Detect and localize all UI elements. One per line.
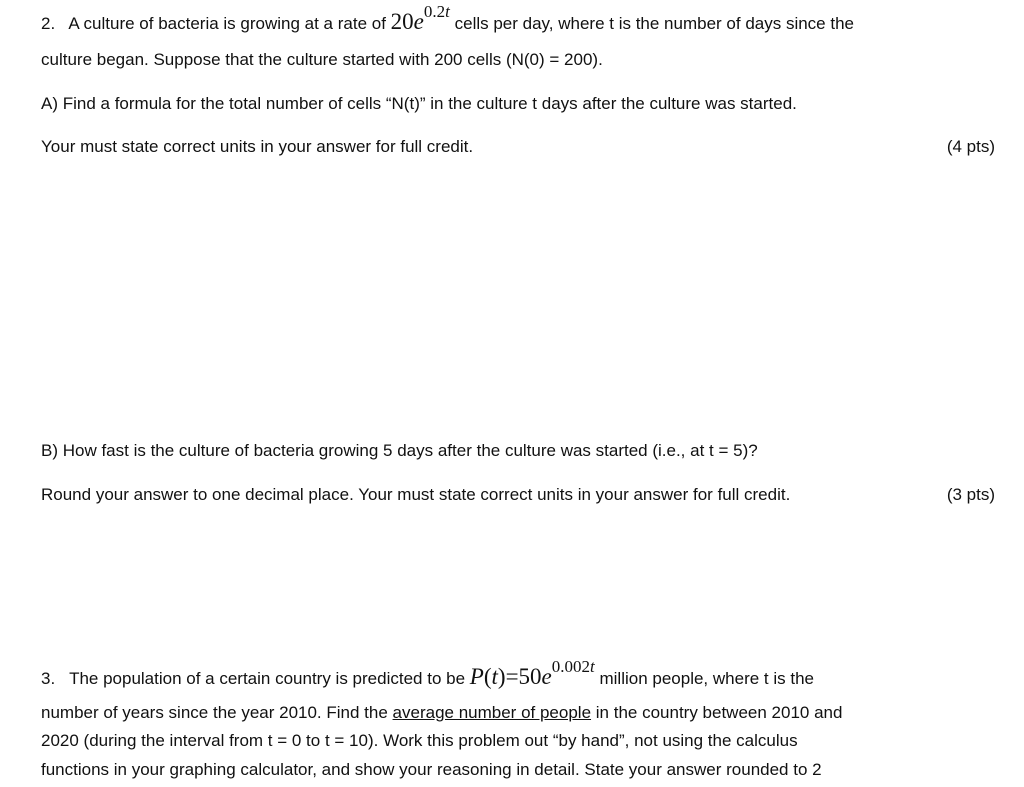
q2-partB-points: (3 pts) bbox=[946, 485, 995, 504]
q2-stem-line2: culture began. Suppose that the culture started with 200 cells (N(0) = 200). bbox=[41, 50, 603, 69]
q2-stem-line1 bbox=[41, 2, 854, 34]
q2-number: 2. bbox=[41, 14, 56, 33]
q3-number: 3. bbox=[41, 669, 56, 688]
q2-partA-line2: Your must state correct units in your answer for full credit. bbox=[41, 137, 474, 156]
q3-underlined-phrase: average number of people bbox=[392, 703, 592, 722]
q3-line4: functions in your graphing calculator, and show your reasoning in detail. State your answer rounded to 2 bbox=[41, 760, 822, 779]
q3-population-formula: $P(t)=50e^{0.002t}$ bbox=[469, 657, 595, 689]
q3-stem-before: The population of a certain country is predicted to be bbox=[69, 669, 466, 688]
q2-partB-line1: B) How fast is the culture of bacteria growing 5 days after the culture was started (i.e., at t = 5)? bbox=[41, 441, 758, 460]
q2-stem-after: cells per day, where t is the number of days since the bbox=[454, 14, 854, 33]
q2-rate-formula: $20e^{0.2t}$ bbox=[390, 2, 450, 34]
q3-stem-line1 bbox=[41, 657, 814, 689]
q3-line3: 2020 (during the interval from t = 0 to t = 10). Work this problem out “by hand”, not using the calculus bbox=[41, 731, 798, 750]
q2-partA-points: (4 pts) bbox=[946, 137, 995, 156]
q2-stem-before: A culture of bacteria is growing at a rate of bbox=[68, 14, 386, 33]
q2-partB-line2: Round your answer to one decimal place. Your must state correct units in your answer for full credit. bbox=[41, 485, 791, 504]
q2-partA-line1: A) Find a formula for the total number of cells “N(t)” in the culture t days after the culture was started. bbox=[41, 94, 797, 113]
q3-stem-after: million people, where t is the bbox=[599, 669, 814, 688]
q3-line2: number of years since the year 2010. Find the average number of people in the country between 2010 and bbox=[41, 703, 843, 722]
